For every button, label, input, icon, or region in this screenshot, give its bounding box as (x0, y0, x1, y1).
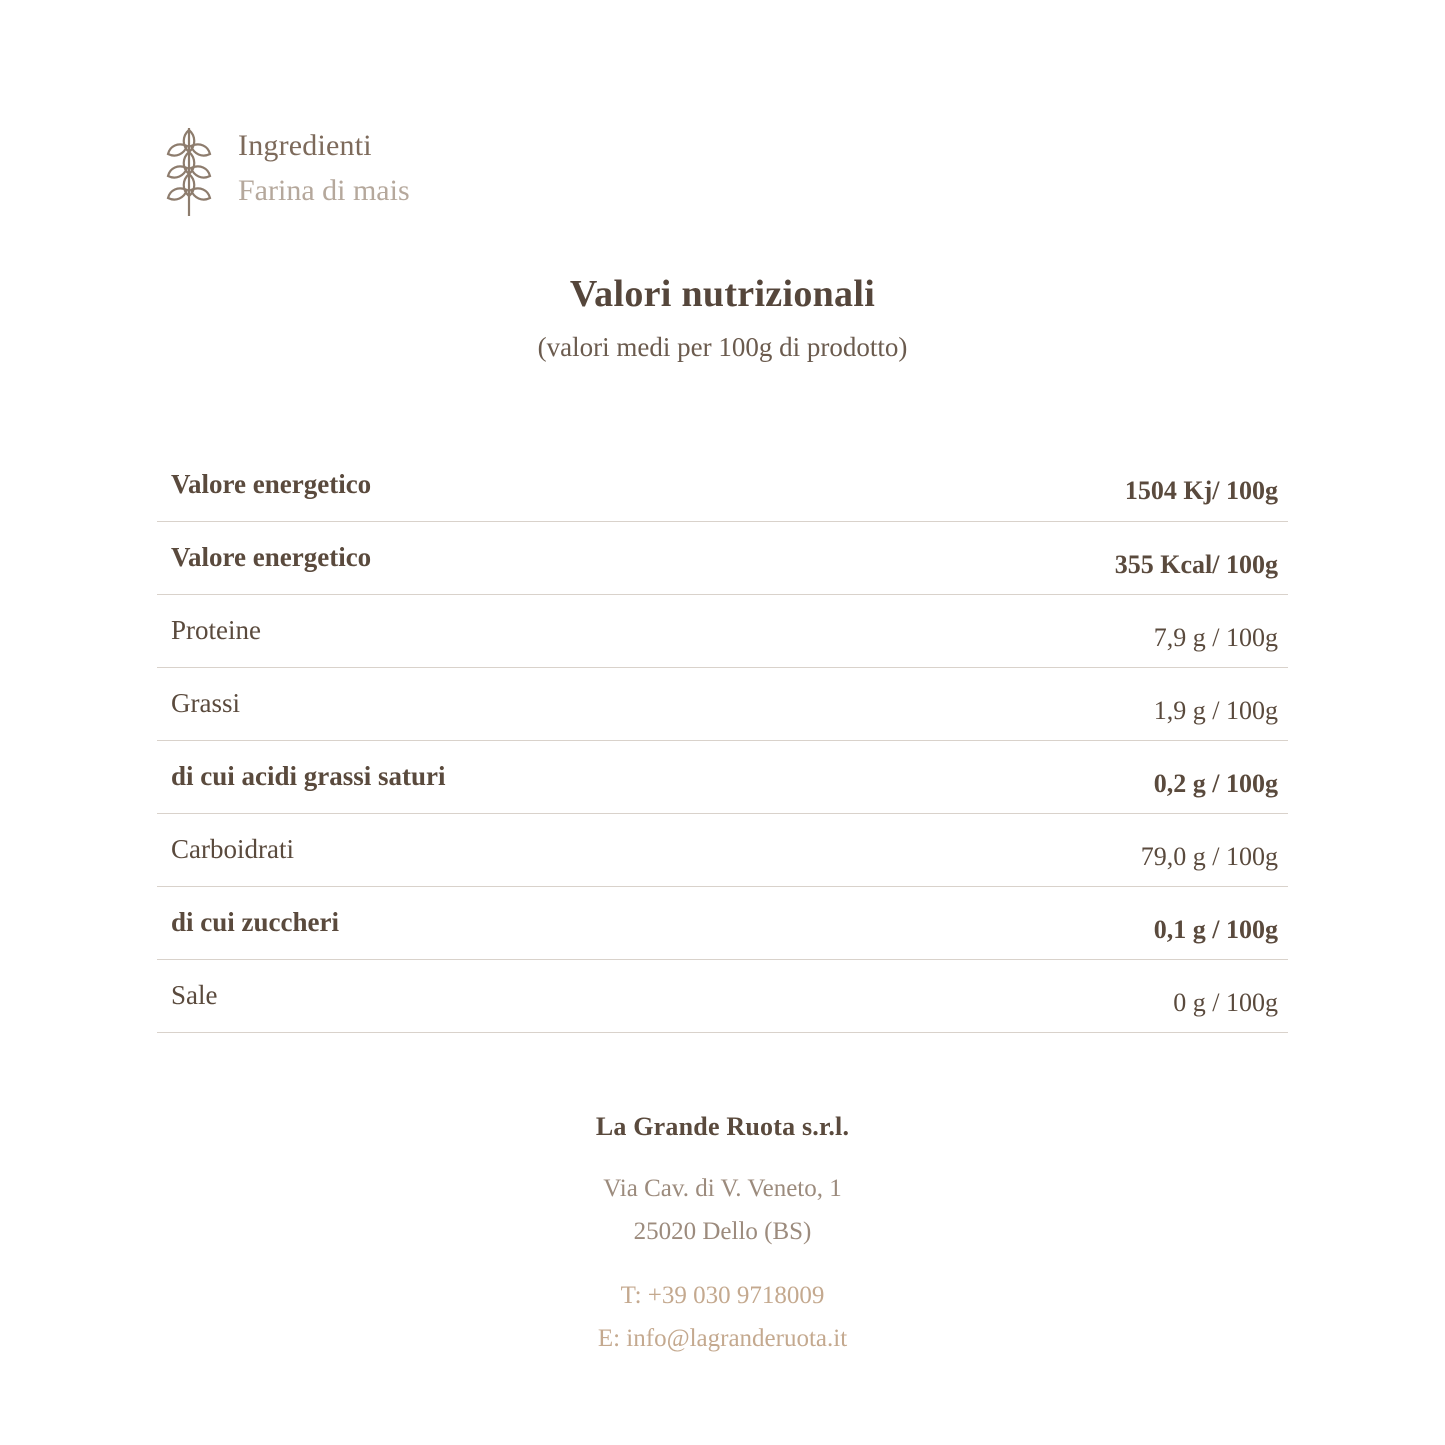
nutrient-value: 355 Kcal/ 100g (864, 521, 1288, 594)
nutrient-label: Grassi (157, 667, 864, 740)
company-contact (0, 1275, 1445, 1360)
table-row (157, 667, 1288, 740)
address-line-2: 25020 Dello (BS) (633, 1217, 812, 1245)
table-row (157, 959, 1288, 1032)
table-row (157, 740, 1288, 813)
address-line-1: Via Cav. di V. Veneto, 1 (603, 1175, 842, 1202)
nutrient-value: 7,9 g / 100g (864, 594, 1288, 667)
nutrient-label: di cui acidi grassi saturi (157, 740, 864, 813)
nutrient-value: 0,1 g / 100g (864, 886, 1288, 959)
table-row (157, 521, 1288, 594)
ingredients-title: Ingredienti (238, 129, 372, 162)
nutrient-value: 0 g / 100g (864, 959, 1288, 1032)
table-row (157, 448, 1288, 521)
nutrition-subtitle: (valori medi per 100g di prodotto) (537, 332, 908, 362)
nutrient-value: 79,0 g / 100g (864, 813, 1288, 886)
wheat-icon (158, 120, 220, 220)
table-row (157, 594, 1288, 667)
nutrition-heading (0, 272, 1445, 363)
nutrient-label: Sale (157, 959, 864, 1032)
nutrient-label: Proteine (157, 594, 864, 667)
footer-block (0, 1112, 1445, 1360)
company-address (0, 1168, 1445, 1253)
table-row (157, 886, 1288, 959)
email-address[interactable]: E: info@lagranderuota.it (597, 1324, 848, 1352)
ingredients-value: Farina di mais (238, 173, 410, 207)
nutrition-table (157, 448, 1288, 1033)
phone-number[interactable]: T: +39 030 9718009 (620, 1282, 825, 1309)
nutrient-value: 1504 Kj/ 100g (864, 448, 1288, 521)
table-row (157, 813, 1288, 886)
company-name: La Grande Ruota s.r.l. (595, 1112, 850, 1141)
nutrient-label: Valore energetico (157, 521, 864, 594)
nutrition-title: Valori nutrizionali (569, 273, 876, 315)
ingredients-text (238, 120, 410, 211)
nutrient-label: Valore energetico (157, 448, 864, 521)
nutrient-label: di cui zuccheri (157, 886, 864, 959)
nutrient-value: 1,9 g / 100g (864, 667, 1288, 740)
nutrient-value: 0,2 g / 100g (864, 740, 1288, 813)
ingredients-block (158, 120, 410, 220)
nutrient-label: Carboidrati (157, 813, 864, 886)
